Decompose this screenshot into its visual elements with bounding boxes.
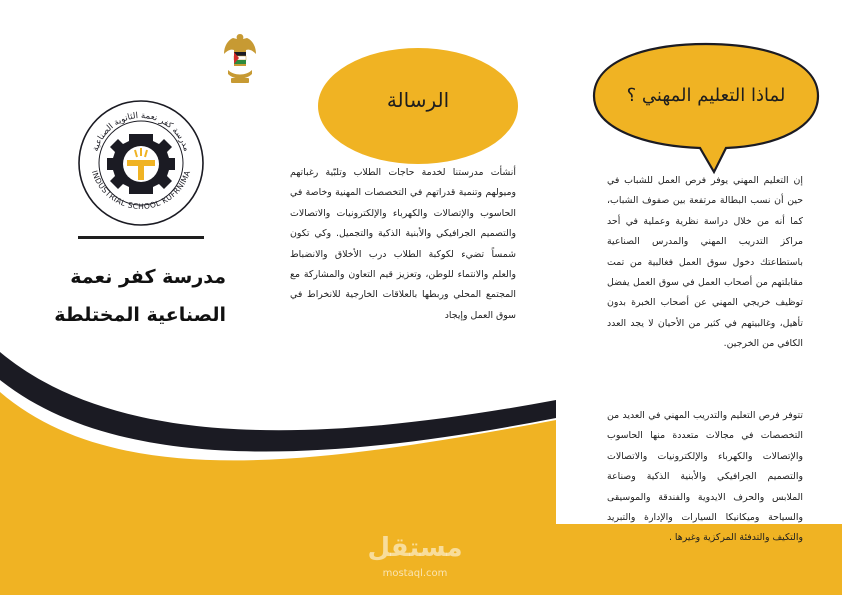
mission-title: الرسالة <box>386 88 450 112</box>
palestine-eagle-crest-icon <box>222 30 258 88</box>
why-title-speech-bubble <box>586 38 826 188</box>
school-gear-logo <box>76 98 206 228</box>
watermark-url: mostaql.com <box>382 568 448 579</box>
why-paragraph-2: تتوفر فرص التعليم والتدريب المهني في العديد من التخصصات في مجالات متعددة منها الحاسوب والإتصالات والكهرباء والإلكترونيات والاتصالات والتصميم الجرافيكي والأبنية الذكية وصناعة الملابس والحرف الايدوية والفندقة والموسيقى والسياحة وميكانيكا السيارات والإدارة والتبريد والتكيف والتدفئة المركزية وغيرها . <box>607 410 803 544</box>
watermark-word: مستقل <box>367 533 463 563</box>
why-title: لماذا التعليم المهني ؟ <box>626 85 786 106</box>
school-name-line-1: مدرسة كفر نعمة <box>70 266 226 288</box>
mission-body-text: أنشأت مدرستنا لخدمة حاجات الطلاب وتلبّية رغباتهم وميولهم وتنمية قدراتهم في التخصصات المهنية وخاصة في الحاسوب والإتصالات والكهرباء والإلكترونيات والاتصالات والتصميم الجرافيكي والأبنية الذكية والتجميل. وكي تكون شمساً تضيء لكوكبة الطلاب درب الأخلاق والانضباط والعلم والانتماء للوطن، وتعزيز قيم التعاون والمشاركة مع المجتمع المحلي وربطها بالعلاقات الخارجية للانخراط في سوق العمل وإيجاد <box>290 167 516 321</box>
school-name-line-2: الصناعية المختلطة <box>54 304 226 326</box>
school-name-heading <box>30 258 226 334</box>
why-paragraph-1: إن التعليم المهني يوفر فرص العمل للشباب في حين أن نسب البطالة مرتفعة بين صفوف الشباب، كما أنه من خلال دراسة نظرية وعملية في أحد مراكز التدريب المهني والمدرس الصناعية باستطاعتك دخول سوق العمل فغالبية من تمت مقابلتهم من أصحاب العمل في سوق العمل يفضل توظيف خريجي المهني عن أصحاب الخبرة بدون تأهيل، وغالبيتهم في كثير من الأحيان لا يجد العدد الكافي من الخرجين. <box>607 175 803 350</box>
logo-english-text: INDUSTRIAL SCHOOL KUFRNIMA <box>89 169 193 212</box>
logo-arabic-text: مدرسة كفر نعمة الثانوية الصناعية <box>90 110 192 153</box>
title-divider-line <box>78 236 204 239</box>
